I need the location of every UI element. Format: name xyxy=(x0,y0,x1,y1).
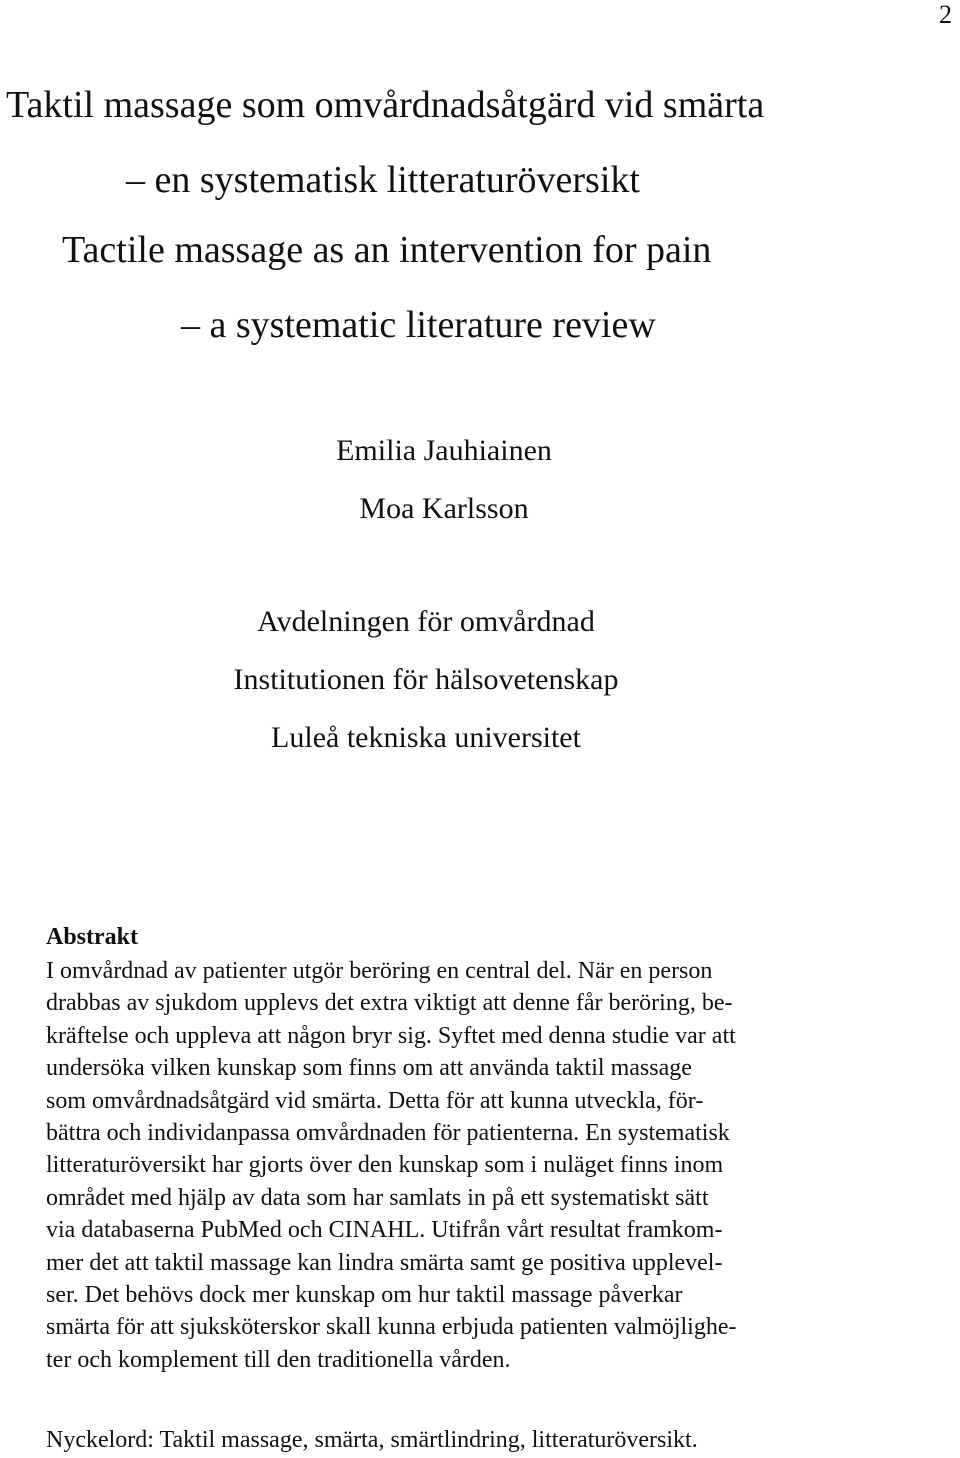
affiliation-university: Luleå tekniska universitet xyxy=(271,721,581,754)
abstract-line: I omvårdnad av patienter utgör beröring en central del. När en person xyxy=(46,958,713,984)
abstract-line: kräftelse och uppleva att någon bryr sig. Syftet med denna studie var att xyxy=(46,1022,736,1049)
abstract-heading: Abstrakt xyxy=(46,924,139,950)
title-swedish-line-1: Taktil massage som omvårdnadsåtgärd vid smärta xyxy=(6,84,765,126)
abstract-line: litteraturöversikt har gjorts över den kunskap som i nuläget finns inom xyxy=(46,1152,724,1179)
affiliation-department: Avdelningen för omvårdnad xyxy=(257,605,595,638)
abstract-line: mer det att taktil massage kan lindra smärta samt ge positiva upplevel- xyxy=(46,1249,723,1276)
abstract-line: bättra och individanpassa omvårdnaden för patienterna. En systematisk xyxy=(46,1120,730,1147)
abstract-line: drabbas av sjukdom upplevs det extra viktigt att denne får beröring, be- xyxy=(46,990,733,1017)
abstract-line: undersöka vilken kunskap som finns om att använda taktil massage xyxy=(46,1055,692,1082)
abstract-line: ser. Det behövs dock mer kunskap om hur taktil massage påverkar xyxy=(46,1282,683,1309)
author-name: Emilia Jauhiainen xyxy=(336,434,552,467)
affiliation-institution: Institutionen för hälsovetenskap xyxy=(233,663,619,696)
abstract-section xyxy=(46,923,866,1376)
keywords: Nyckelord: Taktil massage, smärta, smärtlindring, litteraturöversikt. xyxy=(46,1427,698,1453)
abstract-line: området med hjälp av data som har samlats in på ett systematiskt sätt xyxy=(46,1184,709,1211)
author-name: Moa Karlsson xyxy=(359,492,529,525)
abstract-line: ter och komplement till den traditionella vården. xyxy=(46,1346,511,1373)
abstract-line: via databaserna PubMed och CINAHL. Utifrån vårt resultat framkom- xyxy=(46,1217,723,1244)
title-english-line-1: Tactile massage as an intervention for pain xyxy=(62,229,712,271)
abstract-body xyxy=(46,955,866,1376)
abstract-line: smärta för att sjuksköterskor skall kunna erbjuda patienten valmöjlighe- xyxy=(46,1314,737,1341)
abstract-line: som omvårdnadsåtgärd vid smärta. Detta för att kunna utveckla, för- xyxy=(46,1087,704,1114)
page-number: 2 xyxy=(939,0,952,29)
title-english-line-2: – a systematic literature review xyxy=(181,304,656,346)
title-swedish-line-2: – en systematisk litteraturöversikt xyxy=(126,159,640,201)
